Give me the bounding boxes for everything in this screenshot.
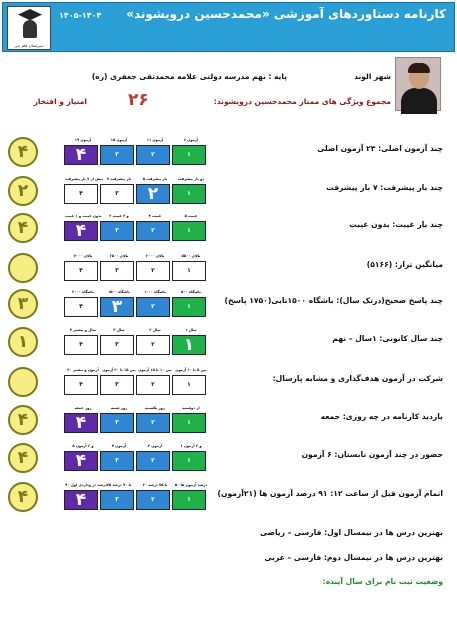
score-circle	[8, 367, 38, 397]
achievement-row	[0, 175, 457, 207]
level-cell: ۱	[172, 490, 206, 510]
photo-hair-shape	[408, 63, 430, 73]
level-cell: ۴	[64, 490, 98, 510]
level-caption: ۲ سال	[149, 328, 161, 332]
level-caption: ۹۰ درصد در وداردی اول	[65, 483, 107, 487]
level-caption: ۱۱ آزمون	[146, 138, 164, 142]
level-caption: بین ۱۵ تا ۲۰ آزمون	[102, 368, 136, 372]
level-table	[64, 366, 208, 398]
level-cell: ۴	[64, 451, 98, 471]
level-cell: ۳	[100, 451, 134, 471]
level-cell: ۳	[100, 184, 134, 204]
level-cell: ۲	[136, 375, 170, 395]
photo-body-shape	[401, 88, 437, 114]
score-circle: ۴	[8, 482, 38, 512]
logo-text: دبیرستان قلم چی	[14, 43, 44, 48]
score-circle	[8, 253, 38, 283]
level-caption: ۶۰ تا ۷۵ درصد	[142, 483, 168, 487]
row-label: چند سال کانونی: ۱سال – نهم	[332, 334, 443, 343]
level-caption: ۳ آزمون	[147, 444, 163, 448]
row-label: چند پاسخ صحیح(درتک سال): باشگاه ۱۵۰۰تایی(۱۷۵۰ پاسخ)	[224, 296, 443, 305]
achievement-row	[0, 404, 457, 436]
level-caption: بدون غیبت و ۱ غیبت	[65, 214, 102, 218]
level-table	[64, 252, 208, 284]
level-caption: بیش از ۷ بار پیشرفت	[65, 177, 104, 181]
total-score: ۲۶	[128, 90, 149, 110]
level-caption: ۱ و ۲ آزمون	[180, 444, 202, 448]
registration-status: وضعیت ثبت نام برای سال آینده:	[322, 577, 443, 586]
row-label: چند آزمون اصلی: ۲۳ آزمون اصلی	[317, 144, 443, 153]
best-subjects-sem1: بهترین درس ها در نیمسال اول: فارسی – ریاضی	[259, 528, 443, 537]
level-cell: ۲	[136, 145, 170, 165]
level-caption: ۱۵ آزمون	[110, 138, 128, 142]
level-cell: ۱	[172, 297, 206, 317]
score-circle: ۴	[8, 213, 38, 243]
student-city: شهر الوند	[354, 72, 391, 81]
score-circle: ۱	[8, 327, 38, 357]
level-caption: ۴ غیبت	[148, 214, 162, 218]
row-label: اتمام آزمون قبل از ساعت ۱۲: ۹۱ درصد آزمون ها (۲۱آزمون)	[217, 489, 443, 498]
achievement-row	[0, 366, 457, 398]
level-table	[64, 288, 208, 320]
level-cell: ۴	[64, 375, 98, 395]
level-caption: باشگاه ۱۰۰۰	[144, 290, 166, 294]
features-total-label: مجموع ویژگی های ممتاز محمدحسین درویشوند:	[213, 97, 391, 106]
student-figure-icon	[23, 20, 37, 38]
level-cell: ۱	[172, 335, 206, 355]
student-photo	[395, 57, 441, 111]
score-circle: ۲	[8, 176, 38, 206]
header-bar	[2, 2, 455, 52]
level-caption: بالای ۵۵۰۰	[181, 254, 201, 258]
level-caption: ۴ آزمون	[111, 444, 127, 448]
level-cell: ۱	[172, 451, 206, 471]
level-cell: ۳	[100, 413, 134, 433]
level-cell: ۳	[100, 490, 134, 510]
achievement-row	[0, 212, 457, 244]
level-cell: ۳	[100, 261, 134, 281]
score-caption: امتیاز و افتخار	[33, 97, 87, 106]
grade-and-school: پایه : نهم مدرسه دولتی علامه محمدتقی جعفری (ره)	[91, 72, 287, 81]
level-cell: ۴	[64, 184, 98, 204]
level-caption: باشگاه ۱۵۰۰	[108, 290, 130, 294]
level-cell: ۳	[100, 297, 134, 317]
level-cell: ۴	[64, 413, 98, 433]
level-caption: ۵۰ درصد آزمون ها	[174, 483, 208, 487]
level-caption: باشگاه ۵۰۰	[181, 290, 201, 294]
level-cell: ۳	[100, 221, 134, 241]
row-label: چند بار پیشرفت: ۷ بار پیشرفت	[326, 183, 443, 192]
row-label: میانگین تراز: (۵۱۶۶)	[366, 260, 443, 269]
level-cell: ۱	[172, 221, 206, 241]
level-caption: بالای ۶۰۰۰	[145, 254, 165, 258]
level-table	[64, 175, 208, 207]
score-circle: ۴	[8, 443, 38, 473]
row-label: شرکت در آزمون هدف‌گذاری و مشابه پارسال:	[272, 374, 443, 383]
level-cell: ۱	[172, 184, 206, 204]
level-table	[64, 442, 208, 474]
level-caption: ۵ غیبت	[184, 214, 198, 218]
row-label: حضور در چند آزمون تابستان: ۶ آزمون	[301, 450, 443, 459]
level-caption: بین ۱۰ تا ۱۵ آزمون	[138, 368, 172, 372]
level-cell: ۲	[136, 184, 170, 204]
level-caption: ۴ سال و بیشتر	[69, 328, 97, 332]
level-caption: ۲ و ۳ غیبت	[109, 214, 129, 218]
score-circle: ۳	[8, 289, 38, 319]
level-caption: ۳ سال	[113, 328, 125, 332]
row-label: چند بار غیبت: بدون غیبت	[349, 220, 443, 229]
level-caption: بالای ۷۰۰۰	[73, 254, 93, 258]
level-cell: ۲	[136, 221, 170, 241]
level-cell: ۴	[64, 145, 98, 165]
level-cell: ۳	[100, 145, 134, 165]
level-caption: بالای ۶۵۰۰	[109, 254, 129, 258]
level-cell: ۴	[64, 335, 98, 355]
level-table	[64, 212, 208, 244]
level-cell: ۳	[100, 375, 134, 395]
level-table	[64, 404, 208, 436]
best-subjects-sem2: بهترین درس ها در نیمسال دوم: فارسی – عربی	[264, 553, 443, 562]
achievement-row	[0, 288, 457, 320]
level-caption: ۲۰ آزمون و بیشتر	[67, 368, 99, 372]
level-cell: ۳	[100, 335, 134, 355]
level-caption: ۱ سال	[185, 328, 197, 332]
score-circle: ۴	[8, 405, 38, 435]
level-cell: ۲	[136, 413, 170, 433]
level-table	[64, 481, 208, 513]
level-cell: ۲	[136, 490, 170, 510]
level-caption: ۱۹ آزمون	[74, 138, 92, 142]
level-caption: روز شنبه	[110, 406, 128, 410]
level-cell: ۲	[136, 297, 170, 317]
level-caption: روز جمعه	[74, 406, 92, 410]
achievement-row	[0, 326, 457, 358]
level-cell: ۲	[136, 335, 170, 355]
school-logo	[7, 6, 51, 50]
level-caption: بین ۵ تا ۱۰ آزمون	[175, 368, 207, 372]
page-title: کارنامه دستاوردهای آموزشی «محمدحسین درویشوند»	[126, 7, 446, 21]
achievement-row	[0, 481, 457, 513]
level-table	[64, 136, 208, 168]
row-label: بازدید کارنامه در چه روزی: جمعه	[320, 412, 443, 421]
level-cell: ۱	[172, 375, 206, 395]
level-cell: ۲	[136, 261, 170, 281]
level-table	[64, 326, 208, 358]
score-circle: ۴	[8, 137, 38, 167]
achievement-row	[0, 442, 457, 474]
level-caption: روز یکشنبه	[145, 406, 165, 410]
level-caption: ۵ بار پیشرفت	[142, 177, 168, 181]
achievement-row	[0, 252, 457, 284]
level-cell: ۴	[64, 221, 98, 241]
level-caption: دو بار پیشرفت	[177, 177, 205, 181]
level-cell: ۱	[172, 413, 206, 433]
achievement-row	[0, 136, 457, 168]
level-caption: ۷۵ تا ۹۰ درصد	[106, 483, 132, 487]
academic-year: ۱۴۰۵-۱۴۰۴	[59, 11, 102, 20]
level-cell: ۴	[64, 261, 98, 281]
level-cell: ۲	[136, 451, 170, 471]
level-cell: ۴	[64, 297, 98, 317]
level-caption: ۶ آزمون	[183, 138, 199, 142]
level-caption: باشگاه ۲۰۰۰	[72, 290, 94, 294]
level-caption: از دوشنبه	[182, 406, 200, 410]
level-cell: ۱	[172, 145, 206, 165]
level-caption: ۷ بار پیشرفت	[106, 177, 132, 181]
level-cell: ۱	[172, 261, 206, 281]
level-caption: ۵ و ۶ آزمون	[72, 444, 94, 448]
